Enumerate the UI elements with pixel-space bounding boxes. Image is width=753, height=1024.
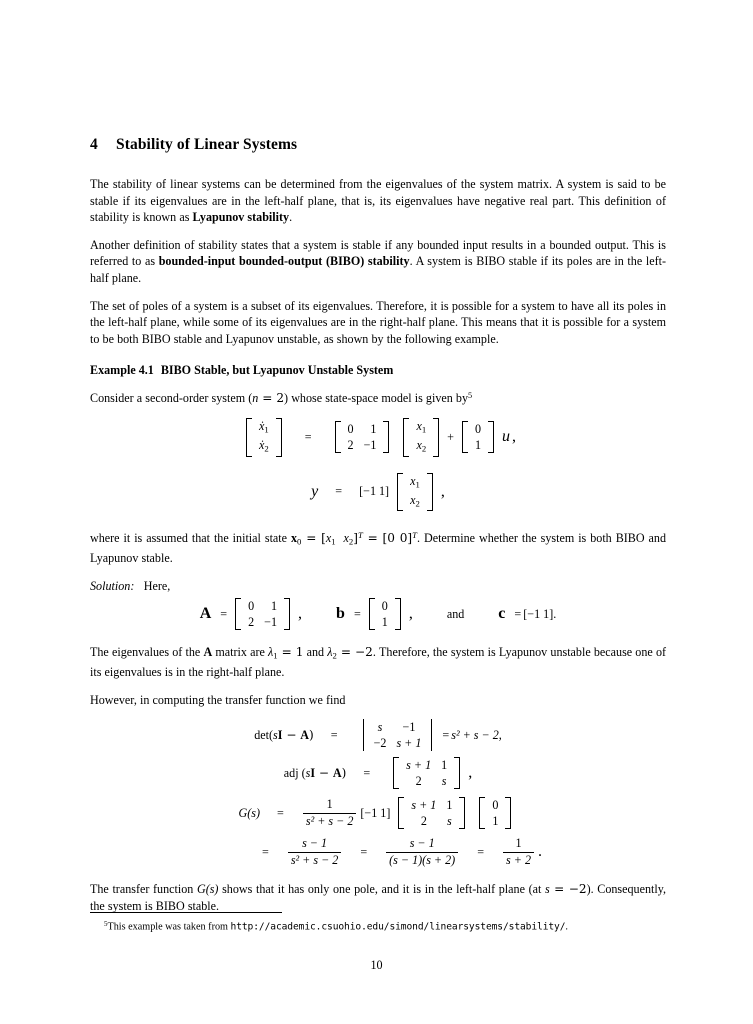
det-r2c1: −2 bbox=[373, 736, 387, 751]
adj-r2c1: 2 bbox=[420, 814, 427, 829]
b-r2: 1 bbox=[381, 615, 388, 630]
x1-sub: 1 bbox=[415, 478, 420, 489]
equation-determinant-row bbox=[90, 719, 666, 751]
transpose-2: T bbox=[412, 530, 417, 541]
matrix-A-ref: A bbox=[300, 727, 310, 742]
G-of-s bbox=[239, 806, 261, 821]
det-open: det( bbox=[254, 727, 274, 742]
b-r1: 0 bbox=[492, 798, 499, 813]
adj-r2c2: s bbox=[441, 774, 447, 789]
vector-c-value: [−1 1]. bbox=[523, 606, 557, 621]
equation-output-row bbox=[90, 473, 666, 512]
fraction-denominator: s² + s − 2 bbox=[303, 813, 357, 829]
matrix-x bbox=[391, 473, 439, 512]
equation-matrices-row bbox=[90, 598, 666, 630]
equals-sign: = bbox=[304, 429, 312, 444]
paragraph-text-end: . A system is BIBO stable if its poles are in the left-half plane. bbox=[90, 254, 666, 285]
comma-after-A: , bbox=[298, 605, 303, 623]
footnote-number: 5 bbox=[104, 921, 108, 928]
equation-transfer-function-row1 bbox=[90, 797, 666, 829]
det-lhs bbox=[254, 728, 314, 743]
footnote-marker: 5 bbox=[468, 391, 473, 401]
equation-output bbox=[90, 473, 666, 512]
term-lyapunov-stability: Lyapunov stability bbox=[192, 210, 290, 225]
footnote-separator bbox=[90, 912, 282, 913]
fraction-numerator: 1 bbox=[326, 797, 333, 812]
equals-sign: = bbox=[363, 765, 371, 780]
adjugate-matrix bbox=[387, 757, 466, 789]
page-content bbox=[90, 136, 666, 926]
fraction-one-over-char-poly bbox=[303, 798, 357, 828]
paragraph-lyapunov-stability bbox=[90, 176, 666, 226]
comma-after-b: , bbox=[408, 605, 413, 623]
G-symbol: G bbox=[196, 882, 206, 897]
b-r1: 0 bbox=[381, 599, 388, 614]
concl-text-b: shows that it has only one pole, and it is in the left-half plane (at bbox=[218, 882, 545, 897]
x2: x bbox=[416, 438, 422, 453]
f2-numerator: s − 1 bbox=[409, 836, 435, 851]
n-equals-two: = 2 bbox=[258, 391, 285, 406]
equals-sign: = bbox=[353, 606, 361, 621]
x2-sub: 2 bbox=[415, 498, 420, 509]
det-r1c2: −1 bbox=[402, 720, 416, 735]
paragraph-text: The stability of linear systems can be determined from the eigenvalues of the system matrix. A system is said to be stable if its eigenvalues are in the left-half plane, that is, its eigenvalues have negative real part. This definition of stability is known as bbox=[90, 177, 666, 225]
period: . bbox=[538, 843, 542, 861]
x2: x bbox=[343, 531, 349, 546]
A-r1c1: 0 bbox=[248, 599, 255, 614]
row-vector-c: [−1 1] bbox=[360, 805, 391, 820]
and-word: and bbox=[446, 606, 465, 621]
label-c: c bbox=[498, 605, 506, 623]
b-r2: 1 bbox=[492, 814, 499, 829]
adj-open: adj ( bbox=[283, 765, 306, 780]
concl-text-c: ). Consequently, the system is BIBO stable. bbox=[90, 882, 666, 913]
minus: − bbox=[315, 765, 333, 780]
matrix-x bbox=[397, 418, 445, 457]
x2-sub: 2 bbox=[348, 536, 354, 547]
det-r2c2: s + 1 bbox=[396, 736, 422, 751]
paragraph-text: Another definition of stability states that a system is stable if any bounded input results in a bounded output. This is referred to as bbox=[90, 237, 666, 269]
var-s: s bbox=[305, 765, 311, 780]
footnote-sentence: This example was taken from bbox=[107, 921, 231, 933]
lambda-1-sub: 1 bbox=[273, 650, 278, 661]
G-args: (s) bbox=[247, 805, 261, 820]
var-u: u bbox=[502, 428, 511, 446]
xdot1-sub: 1 bbox=[264, 424, 269, 435]
intro-text: Consider a second-order system ( bbox=[90, 391, 253, 406]
paragraph-poles-subset: The set of poles of a system is a subset of its eigenvalues. Therefore, it is possible for a system to have all its poles in the left-half plane, while some of its eigenvalues are in the right-half plane. This means that it is possible for a system to be both BIBO stable and Lyapunov unstable, as shown by the following example. bbox=[90, 298, 666, 346]
adj-lhs bbox=[284, 766, 347, 781]
x2: x bbox=[410, 492, 416, 507]
lambda-2-value: = −2 bbox=[336, 645, 373, 660]
equals-sign: = bbox=[514, 606, 522, 621]
eigen-text-a: The eigenvalues of the bbox=[90, 645, 204, 660]
var-y: y bbox=[311, 482, 319, 500]
s-value: = −2 bbox=[549, 882, 587, 897]
equation-transfer-function-row2 bbox=[90, 837, 666, 867]
comma: , bbox=[468, 764, 473, 782]
paragraph-initial-state bbox=[90, 527, 666, 567]
x1: x bbox=[416, 419, 422, 434]
zero-vector: = [0 0] bbox=[362, 531, 413, 546]
var-n: n bbox=[252, 391, 259, 406]
lambda-2: λ bbox=[327, 645, 333, 660]
comma: , bbox=[512, 428, 517, 446]
x2-sub: 2 bbox=[421, 443, 427, 454]
term-bibo-stability: bounded-input bounded-output (BIBO) stability bbox=[158, 254, 410, 269]
equals-sign-1: = bbox=[261, 844, 269, 859]
equals-sign: = bbox=[220, 606, 228, 621]
paragraph-conclusion bbox=[90, 881, 666, 914]
x1: x bbox=[325, 531, 332, 546]
paragraph-text-end: . bbox=[289, 210, 293, 225]
section-title-text: Stability of Linear Systems bbox=[116, 136, 298, 153]
var-s: s bbox=[273, 727, 278, 742]
f2-denominator: (s − 1)(s + 2) bbox=[386, 852, 458, 868]
identity-I: I bbox=[310, 765, 316, 780]
A-r1c2: 1 bbox=[271, 599, 278, 614]
initial-state-pre: where it is assumed that the initial state bbox=[90, 531, 291, 546]
b-r1: 0 bbox=[475, 422, 482, 437]
determinant-matrix bbox=[355, 719, 441, 751]
adj-r2c1: 2 bbox=[415, 774, 422, 789]
bracket-close: ] bbox=[353, 531, 358, 546]
matrix-b bbox=[456, 421, 500, 453]
vector-x0: x bbox=[291, 531, 298, 546]
var-s: s bbox=[544, 882, 550, 897]
G-symbol: G bbox=[238, 805, 248, 820]
fraction-result-1 bbox=[288, 837, 342, 867]
x1-sub: 1 bbox=[331, 536, 336, 547]
A-r2c2: −1 bbox=[264, 615, 278, 630]
eq-open: = [ bbox=[301, 531, 326, 546]
xdot1: ẋ bbox=[258, 419, 265, 434]
concl-text-a: The transfer function bbox=[90, 882, 197, 897]
transpose-1: T bbox=[357, 530, 363, 541]
page-title bbox=[90, 136, 666, 154]
matrix-A-value bbox=[229, 598, 296, 630]
adj-close: ) bbox=[341, 765, 347, 780]
lambda-2-sub: 2 bbox=[332, 650, 337, 661]
equals-sign: = bbox=[335, 484, 343, 499]
example-heading bbox=[90, 363, 666, 378]
matrix-A bbox=[329, 421, 396, 453]
f3-denominator: s + 2 bbox=[503, 852, 534, 868]
footnote-area bbox=[90, 912, 666, 933]
equation-state-space bbox=[90, 418, 666, 457]
det-r1c1: s bbox=[377, 720, 383, 735]
footnote-text bbox=[104, 918, 666, 933]
matrix-b-value bbox=[473, 797, 517, 829]
A-r1c1: 0 bbox=[347, 422, 354, 437]
A-r2c1: 2 bbox=[347, 438, 354, 453]
eigen-text-d: . Therefore, the system is Lyapunov unstable because one of its eigenvalues is in the right-half plane. bbox=[90, 645, 667, 680]
f1-numerator: s − 1 bbox=[302, 836, 328, 851]
eigen-text-b: matrix are bbox=[212, 645, 269, 660]
A-r2c1: 2 bbox=[248, 615, 255, 630]
intro-text-end: ) whose state-space model is given by bbox=[284, 391, 469, 406]
fraction-result-3 bbox=[503, 837, 534, 867]
matrix-A-ref: A bbox=[203, 645, 213, 660]
A-r2c2: −1 bbox=[363, 438, 377, 453]
plus-sign: + bbox=[447, 429, 454, 444]
fraction-result-2 bbox=[386, 837, 458, 867]
xdot2-sub: 2 bbox=[264, 443, 269, 454]
initial-state-post: . Determine whether the system is both BIBO and Lyapunov stable. bbox=[90, 531, 667, 566]
equation-det-adj bbox=[90, 719, 666, 867]
adj-r1c1: s + 1 bbox=[406, 758, 432, 773]
comma: , bbox=[440, 482, 445, 500]
label-b: b bbox=[336, 605, 345, 623]
section-number: 4 bbox=[90, 136, 98, 153]
paragraph-however: However, in computing the transfer function we find bbox=[90, 692, 346, 707]
adj-r1c1: s + 1 bbox=[411, 798, 437, 813]
matrix-A-ref: A bbox=[332, 765, 342, 780]
adj-r1c2: 1 bbox=[446, 798, 453, 813]
equation-adjugate-row bbox=[90, 757, 666, 789]
label-A: A bbox=[199, 605, 212, 623]
page-number: 10 bbox=[370, 958, 383, 972]
minus: − bbox=[282, 727, 301, 742]
paragraph-eigenvalues bbox=[90, 644, 666, 680]
equals-sign: = bbox=[330, 727, 338, 742]
x0-sub: 0 bbox=[297, 536, 302, 547]
adj-r2c2: s bbox=[447, 814, 452, 829]
lambda-1-value: = 1 bbox=[277, 645, 304, 660]
det-result: s² + s − 2, bbox=[451, 727, 502, 742]
equals-sign-3: = bbox=[477, 844, 485, 859]
row-vector-c: [−1 1] bbox=[359, 484, 390, 499]
adjugate-matrix bbox=[392, 797, 471, 829]
identity-I: I bbox=[277, 727, 283, 742]
eigen-text-c: and bbox=[303, 645, 328, 660]
x1: x bbox=[410, 473, 416, 488]
xdot2: ẋ bbox=[258, 438, 265, 453]
equals-sign-2: = bbox=[442, 727, 450, 742]
paragraph-solution-lead bbox=[90, 578, 666, 595]
example-title: BIBO Stable, but Lyapunov Unstable System bbox=[160, 363, 394, 378]
G-args: (s) bbox=[205, 882, 219, 897]
matrix-b-value bbox=[363, 598, 407, 630]
equals-sign-2: = bbox=[360, 844, 368, 859]
footnote-period: . bbox=[565, 921, 568, 933]
solution-here: Here, bbox=[143, 578, 171, 593]
det-close: ) bbox=[309, 727, 314, 742]
matrix-xdot bbox=[240, 418, 288, 457]
solution-label: Solution: bbox=[90, 578, 135, 593]
b-r2: 1 bbox=[475, 438, 482, 453]
paragraph-example-intro bbox=[90, 388, 666, 407]
example-label: Example 4.1 bbox=[90, 363, 154, 378]
equation-matrices-definition bbox=[90, 598, 666, 630]
lambda-1: λ bbox=[268, 645, 274, 660]
adj-r1c2: 1 bbox=[441, 758, 448, 773]
footnote-url[interactable]: http://academic.csuohio.edu/simond/linearsystems/stability/ bbox=[230, 921, 566, 933]
equation-state-row bbox=[90, 418, 666, 457]
equals-sign: = bbox=[277, 805, 284, 820]
f3-numerator: 1 bbox=[515, 836, 522, 851]
f1-denominator: s² + s − 2 bbox=[288, 852, 342, 868]
x1-sub: 1 bbox=[421, 424, 427, 435]
paragraph-bibo-definition bbox=[90, 237, 666, 287]
A-r1c2: 1 bbox=[370, 422, 377, 437]
